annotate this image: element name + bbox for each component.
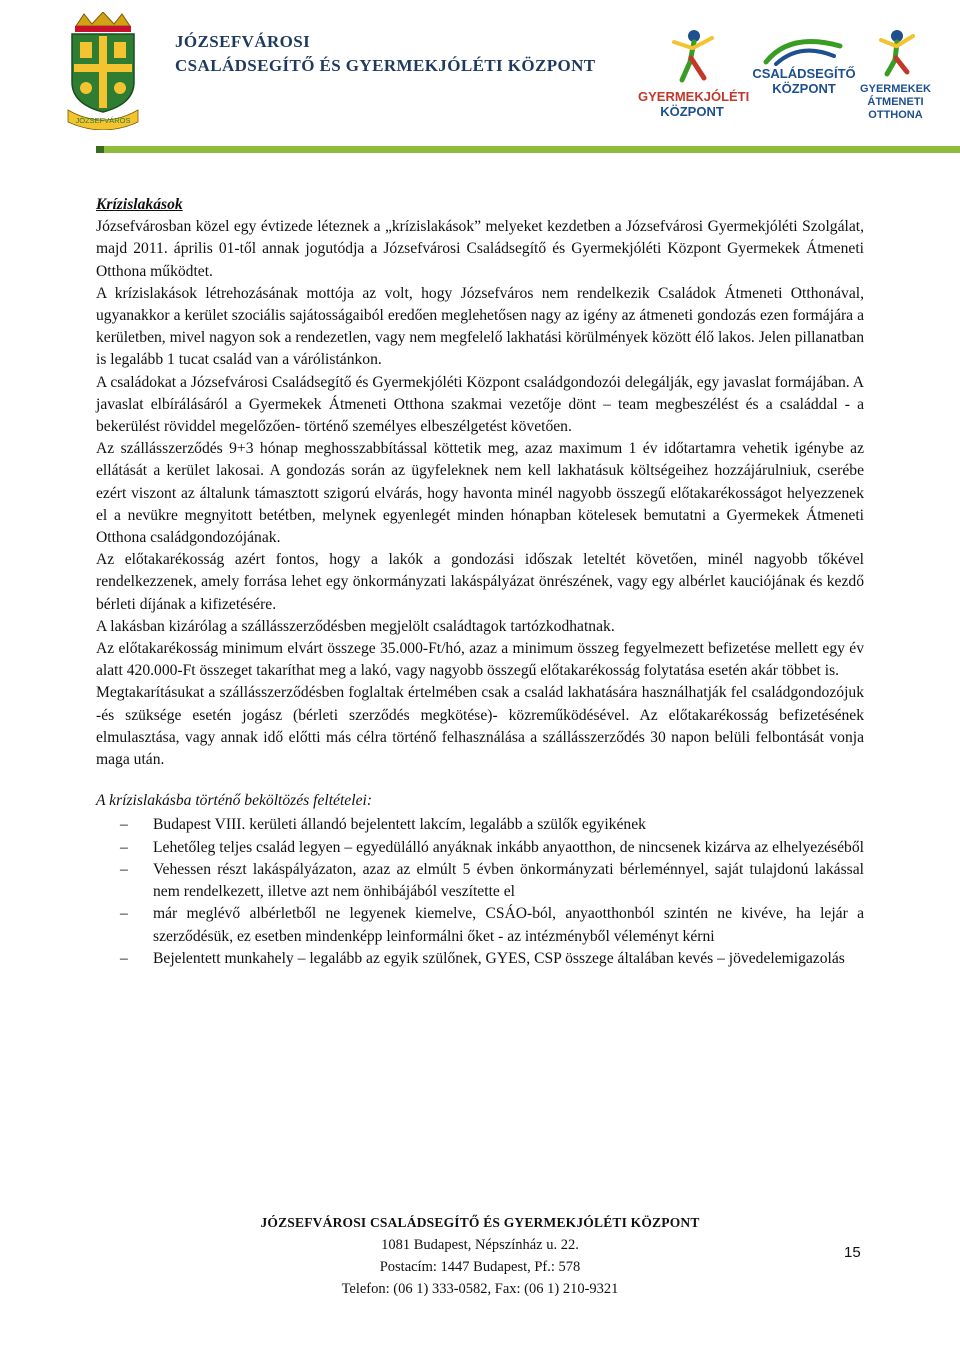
header-divider-accent — [96, 146, 104, 153]
header-divider — [96, 146, 960, 153]
child-figure-icon — [871, 28, 921, 78]
page-number: 15 — [844, 1244, 861, 1261]
list-marker: – — [120, 949, 128, 967]
logo3-line2: ÁTMENETI — [867, 96, 924, 108]
paragraph: A krízislakások létrehozásának mottója az volt, hogy Józsefváros nem rendelkezik Családok Átmeneti Otthonával, ugyanakkor a kerület szociális sajátosságaiból eredően meglehetősen nagy az igény az átmeneti gondozás ezen formájára a kerületben, mivel nagyon sok a rendezetlen, vagy nem megfelelő lakhatási körülmények között élő lakos. Jelen pillanatban is legalább 1 tucat család van a várólistánkon. — [96, 284, 864, 369]
logo2-line2: KÖZPONT — [772, 81, 836, 96]
footer-postal: Postacím: 1447 Budapest, Pf.: 578 — [379, 1259, 581, 1275]
list-marker: – — [120, 905, 128, 923]
footer-address: 1081 Budapest, Népszínház u. 22. — [381, 1237, 579, 1253]
child-figure-icon — [662, 28, 722, 84]
coat-banner-text: JÓZSEFVÁROS — [75, 116, 131, 125]
page-header — [0, 0, 960, 160]
list-item: – Lehetőleg teljes család legyen – egyedülálló anyáknak inkább anyaotthon, de nincsenek kizárva az elhelyezéséből — [96, 837, 864, 859]
conditions-title: A krízislakásba történő beköltözés feltételei: — [96, 792, 373, 810]
org-title-line1: JÓZSEFVÁROSI — [175, 32, 311, 51]
list-item: – már meglévő albérletből ne legyenek kiemelve, CSÁO-ból, anyaotthonból szintén ne kivéve, ha lejár a szerződésük, ez esetben mindenképp leinformálni őket - az intézményből véleményt kérni — [120, 905, 864, 945]
section-title: Krízislakások — [96, 196, 183, 213]
logo3-line1: GYERMEKEK — [860, 83, 931, 95]
list-item: – Vehessen részt lakáspályázaton, azaz az elmúlt 5 évben önkormányzati bérleménnyel, saját tulajdonú lakással nem rendelkezett, illetve azt nem önhibájából veszítette el — [120, 860, 864, 901]
logo3-line3: OTTHONA — [868, 109, 923, 121]
paragraph: Az előtakarékosság minimum elvárt összege 35.000-Ft/hó, azaz a minimum összeg fegyelmezett befizetése mellett egy év alatt 420.000-Ft összeget takaríthat meg a lakó, vagy nagyobb összegű előtakarékosság folytatása esetén akár többet is. — [96, 640, 864, 680]
list-marker: – — [120, 816, 128, 834]
document-body — [96, 194, 864, 970]
list-marker: – — [120, 860, 128, 878]
paragraph: Megtakarításukat a szállásszerződésben foglaltak értelmében csak a család lakhatására használhatják fel családgondozójuk -és szüksége esetén jogász (bérleti szerződés megkötése)- közreműködésével. Az előtakarékosság befizetésének elmulasztása, vagy annak idő előtti más célra történő felhasználása a szállásszerződés 30 napon belüli felbontását vonja maga után. — [96, 684, 864, 769]
logo1-line2: KÖZPONT — [660, 104, 724, 119]
conditions-list — [96, 814, 864, 969]
logo-csaladsegito — [750, 66, 858, 96]
org-title-line2: CSALÁDSEGÍTŐ ÉS GYERMEKJÓLÉTI KÖZPONT — [175, 56, 596, 75]
coat-of-arms-icon — [66, 12, 140, 130]
paragraph: A lakásban kizárólag a szállásszerződésben megjelölt családtagok tartózkodhatnak. — [96, 617, 615, 635]
list-marker: – — [120, 838, 128, 856]
paragraph: Józsefvárosban közel egy évtizede léteznek a „krízislakások” melyeket kezdetben a Józsefvárosi Gyermekjóléti Szolgálat, majd 2011. április 01-től annak jogutódja a Józsefvárosi Családsegítő és Gyermekjóléti Központ Gyermekek Átmeneti Otthona működtet. — [96, 218, 864, 280]
footer-phone: Telefon: (06 1) 333-0582, Fax: (06 1) 210-9321 — [341, 1281, 619, 1297]
paragraph: A családokat a Józsefvárosi Családsegítő és Gyermekjóléti Központ családgondozói delegálják, egy javaslat formájában. A javaslat elbírálásáról a Gyermekek Átmeneti Otthona szakmai vezetője dönt – team megbeszélést és a családdal - a bekerülést röviddel megelőzően- történő személyes elbeszélgetést követően. — [96, 373, 864, 436]
logo1-line1: GYERMEKJÓLÉTI — [638, 89, 750, 104]
logo-gyermekjoleti — [638, 28, 750, 119]
footer-org: JÓZSEFVÁROSI CSALÁDSEGÍTŐ ÉS GYERMEKJÓLÉTI KÖZPONT — [260, 1215, 700, 1230]
org-title — [175, 30, 596, 78]
paragraph: Az előtakarékosság azért fontos, hogy a lakók a gondozási időszak leteltét követően, minél nagyobb tőkével rendelkezzenek, amely forrása lehet egy önkormányzati lakáspályázat önrészének, vagy egy albérlet kauciójának és kezdő bérleti díjának a kifizetésére. — [96, 551, 864, 613]
list-item: – Budapest VIII. kerületi állandó bejelentett lakcím, legalább a szülők egyikének — [96, 814, 864, 836]
logo2-line1: CSALÁDSEGÍTŐ — [752, 66, 856, 81]
paragraph: Az szállásszerződés 9+3 hónap meghosszabbítással köttetik meg, azaz maximum 1 év időtartamra vehetik igénybe az ellátását a kerület lakosai. A gondozás során az ügyfeleknek nem kell lakhatásuk költségeihez hozzájárulniuk, cserébe ezért viszont az általunk támasztott szigorú elvárás, hogy havonta minél nagyobb összegű előtakarékosságot helyezzenek el a nevükre megnyitott betétben, melynek egyenlegét minden hónapban kötelesek bemutatni a Gyermekek Átmeneti Otthona családgondozójának. — [96, 440, 864, 547]
list-item: – Bejelentett munkahely – legalább az egyik szülőnek, GYES, CSP összege általában kevés – jövedelemigazolás — [96, 948, 864, 970]
swirl-icon — [760, 36, 846, 66]
institution-logos — [638, 28, 938, 138]
page-footer — [200, 1212, 760, 1300]
logo-gyermekek-atmeneti-otthona — [853, 28, 938, 122]
